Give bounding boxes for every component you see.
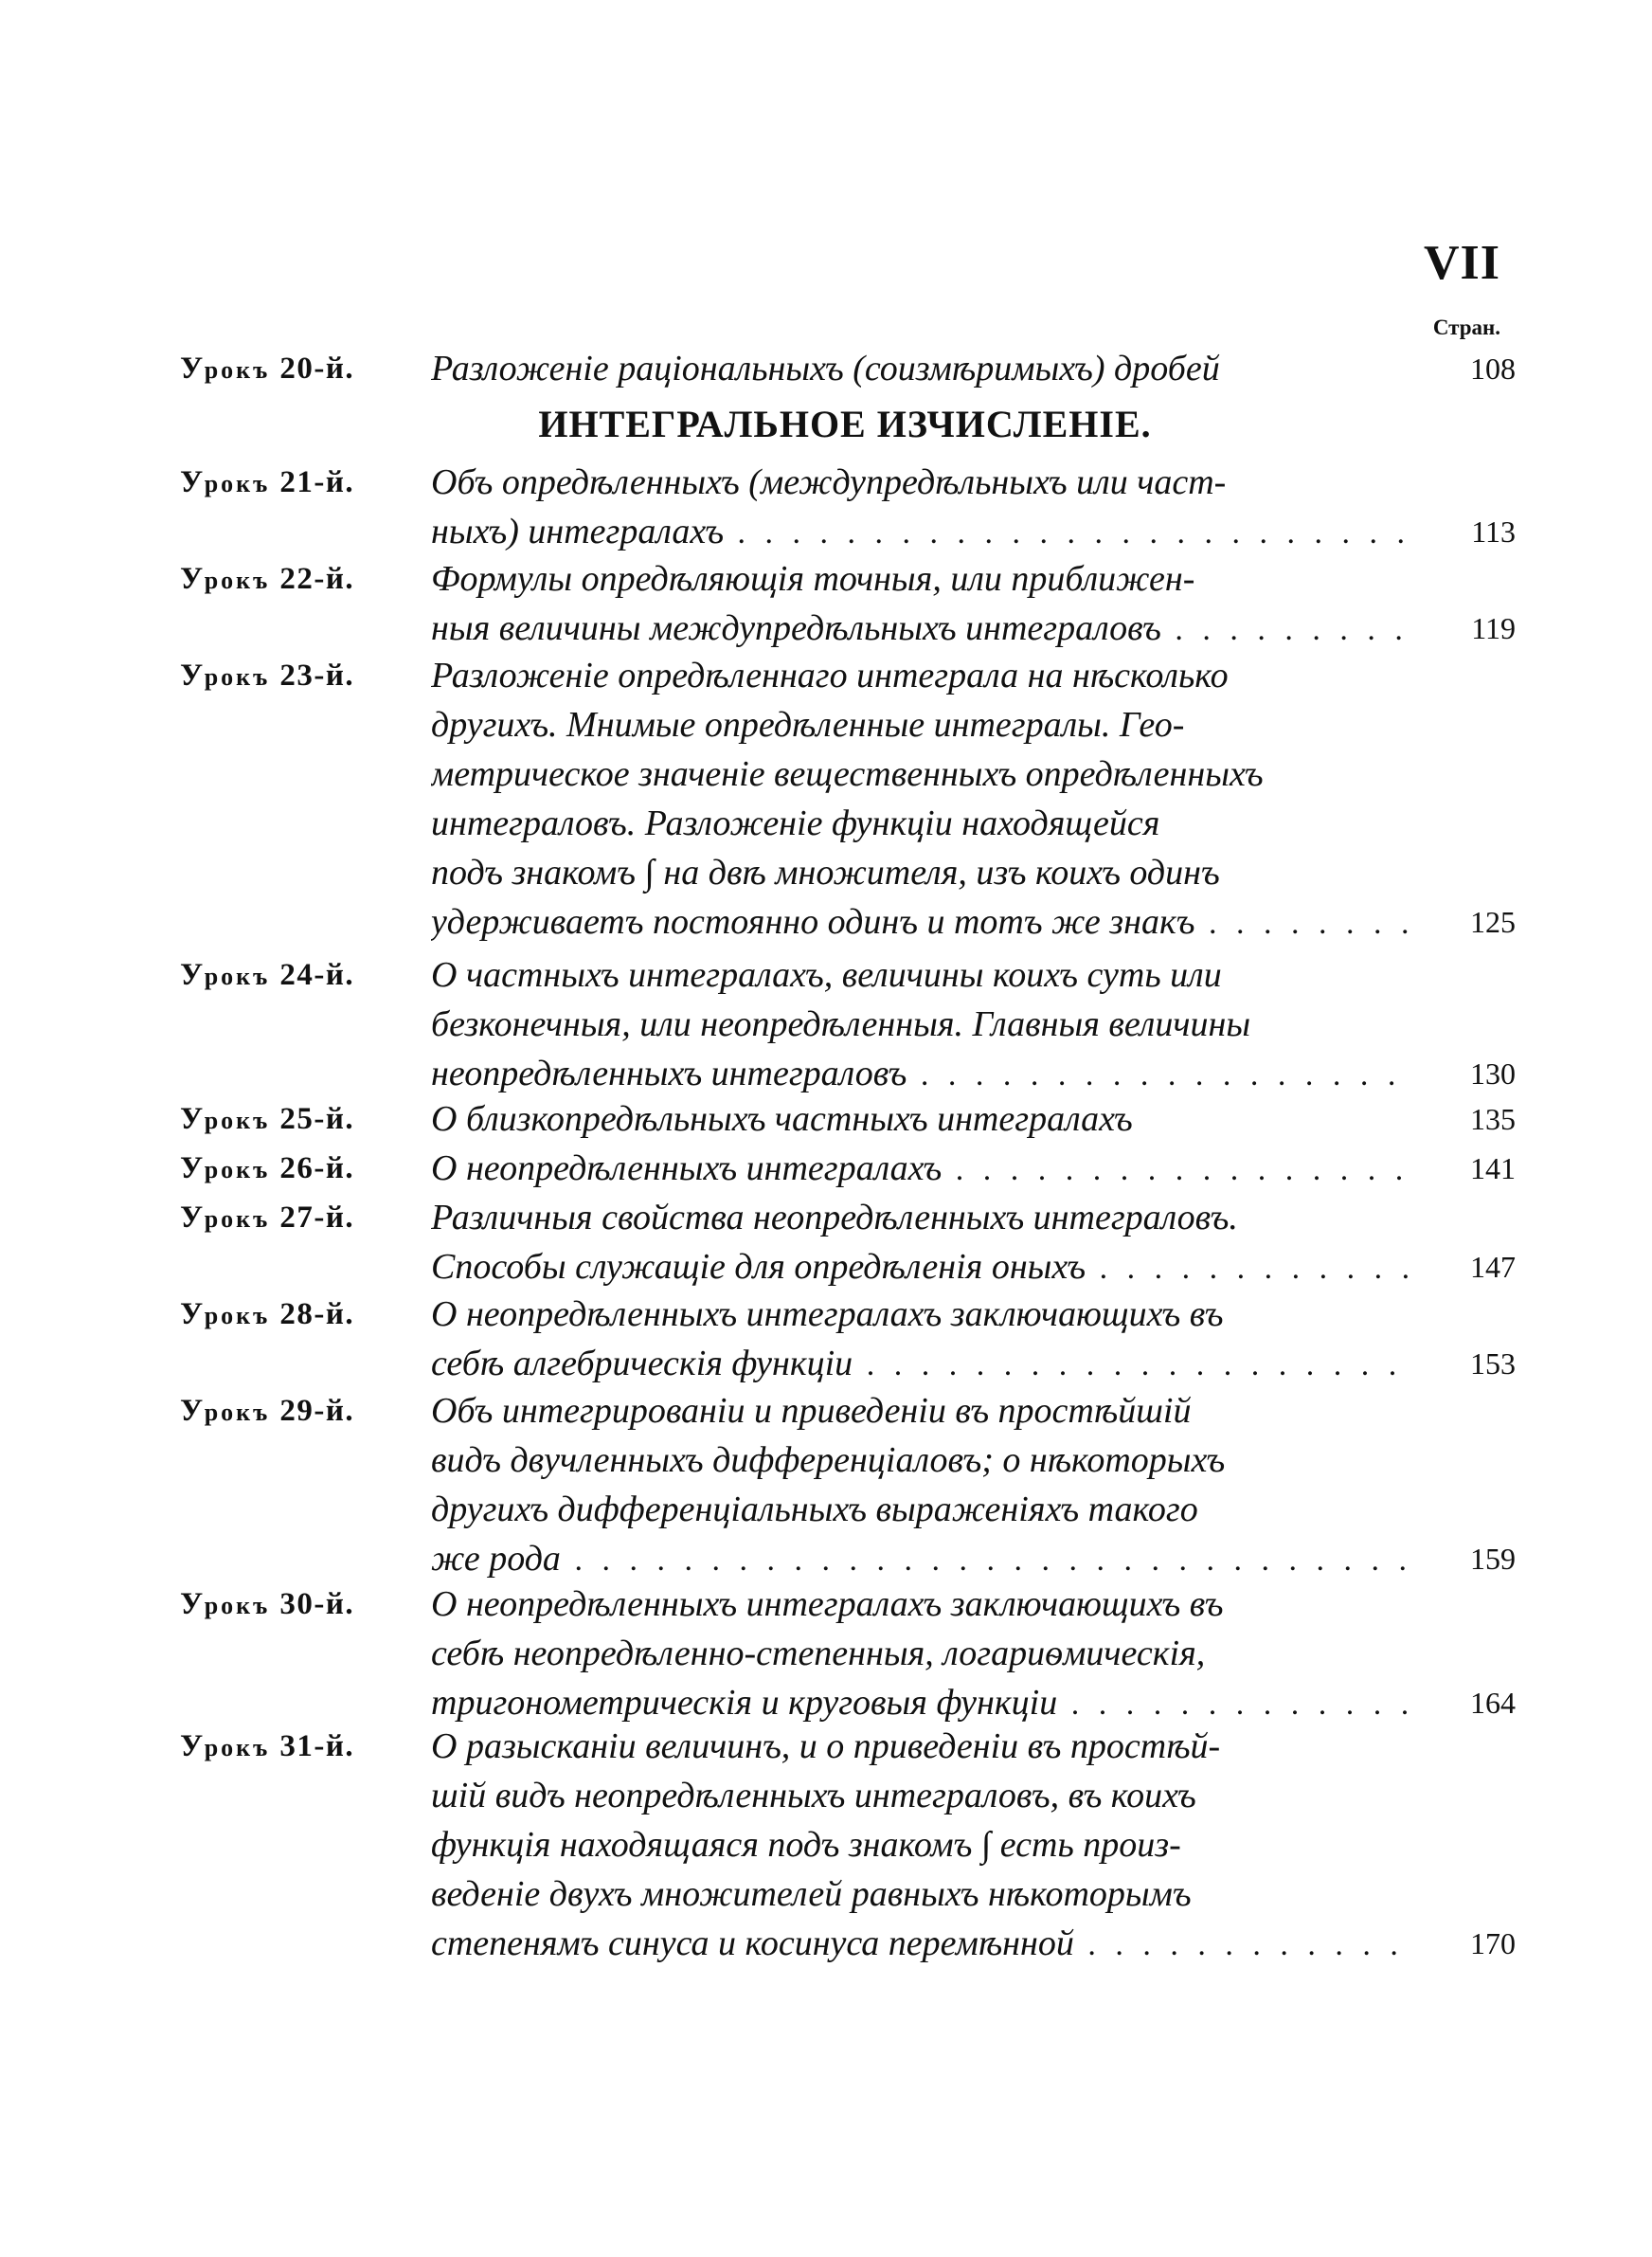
lesson-number: 27-й. [279,1201,355,1235]
entry-title-line: О близкопредѣльныхъ частныхъ интегралахъ [431,1099,1133,1139]
lesson-word-initial: У [180,1729,205,1763]
entry-title-line: Различныя свойства неопредѣленныхъ интеграловъ. [431,1198,1238,1237]
lesson-label [180,344,426,395]
entry-page-number: 147 [1470,1250,1516,1284]
entry-page-number: 125 [1470,905,1516,939]
entry-page-number: 164 [1470,1686,1516,1720]
page-column-header: Стран. [1432,316,1500,339]
lesson-label [180,1193,426,1244]
lesson-word-initial: У [180,1151,205,1185]
entry-title-line: Формулы опредѣляющія точныя, или приближен- [431,559,1195,599]
lesson-label [180,458,426,509]
lesson-word-rest: рокъ [204,1399,271,1426]
entry-title-line: видъ двучленныхъ дифференціаловъ; о нѣкоторыхъ [431,1440,1226,1480]
lesson-word-initial: У [180,958,205,992]
entry-page-number: 130 [1470,1056,1516,1091]
lesson-word-rest: рокъ [204,1302,271,1329]
lesson-label [180,1094,426,1146]
entry-page-number: 108 [1470,352,1516,386]
lesson-number: 26-й. [279,1151,355,1185]
lesson-label [180,1722,426,1773]
lesson-word-rest: рокъ [204,1205,271,1233]
entry-title-line: О частныхъ интегралахъ, величины коихъ суть или [431,955,1222,995]
lesson-number: 31-й. [279,1729,355,1763]
entry-page-number: 135 [1470,1102,1516,1136]
lesson-label [180,1290,426,1341]
lesson-word-rest: рокъ [204,1107,271,1134]
entry-title-line: Способы служащіе для опредѣленія оныхъ . . . [431,1242,1411,1293]
lesson-number: 24-й. [279,958,355,992]
entry-title-line: веденіе двухъ множителей равныхъ нѣкоторымъ [431,1874,1192,1914]
entry-title-line: О разысканіи величинъ, и о приведеніи въ простѣй- [431,1726,1221,1766]
entry-title-line: другихъ. Мнимые опредѣленные интегралы. Гео- [431,705,1185,745]
lesson-word-initial: У [180,465,205,499]
entry-title-line: Объ интегрированіи и приведеніи въ простѣйшій [431,1391,1192,1431]
lesson-number: 30-й. [279,1587,355,1621]
entry-page-number: 113 [1471,515,1516,549]
page-number: VII [1423,236,1500,290]
entry-title-line: Разложеніе опредѣленнаго интеграла на нѣсколько [431,656,1229,695]
lesson-word-initial: У [180,1297,205,1331]
lesson-word-initial: У [180,1102,205,1136]
lesson-label [180,950,426,1002]
entry-title-line: другихъ дифференціальныхъ выраженіяхъ такого [431,1490,1198,1529]
lesson-label [180,1386,426,1437]
entry-title-line: функція находящаяся подъ знакомъ ∫ есть произ- [431,1825,1181,1865]
lesson-word-initial: У [180,1587,205,1621]
entry-title-line: Разложеніе раціональныхъ (соизмѣримыхъ) дробей [431,349,1220,388]
entry-page-number: 141 [1470,1151,1516,1185]
entry-title-line: шій видъ неопредѣленныхъ интеграловъ, въ коихъ [431,1776,1196,1815]
entry-title-line: О неопредѣленныхъ интегралахъ заключающихъ въ [431,1584,1224,1624]
entry-title-line: О неопредѣленныхъ интегралахъ заключающихъ въ [431,1294,1224,1334]
lesson-word-rest: рокъ [204,470,271,497]
lesson-word-rest: рокъ [204,356,271,384]
entry-title-line: удерживаетъ постоянно одинъ и тотъ же знакъ . . . [431,897,1411,948]
lesson-word-rest: рокъ [204,1156,271,1183]
entry-title-line: Объ опредѣленныхъ (междупредѣльныхъ или част- [431,462,1227,502]
entry-title-line: интеграловъ. Разложеніе функціи находящейся [431,803,1160,843]
entry-title-line: метрическое значеніе вещественныхъ опредѣленныхъ [431,754,1264,794]
lesson-label [180,1144,426,1195]
entry-title-line: безконечныя, или неопредѣленныя. Главныя величины [431,1004,1251,1044]
lesson-label [180,554,426,605]
lesson-label [180,651,426,702]
lesson-number: 23-й. [279,659,355,693]
entry-title-line: тригонометрическія и круговыя функціи . . . [431,1678,1411,1729]
lesson-word-initial: У [180,1394,205,1428]
entry-title-line: себѣ алгебрическія функціи . . . [431,1339,1411,1390]
entry-title-line: О неопредѣленныхъ интегралахъ . . . [431,1144,1411,1195]
lesson-word-initial: У [180,562,205,596]
lesson-number: 20-й. [279,352,355,386]
entry-title-line: же рода . . . [431,1534,1411,1585]
lesson-number: 25-й. [279,1102,355,1136]
lesson-word-rest: рокъ [204,567,271,594]
entry-title-line: подъ знакомъ ∫ на двѣ множителя, изъ коихъ одинъ [431,853,1220,893]
section-heading: ИНТЕГРАЛЬНОЕ ИЗЧИСЛЕНІЕ. [538,403,1152,445]
entry-title-line: себѣ неопредѣленно-степенныя, логариѳмическія, [431,1634,1206,1673]
lesson-word-rest: рокъ [204,1592,271,1619]
lesson-number: 29-й. [279,1394,355,1428]
entry-page-number: 153 [1470,1346,1516,1381]
lesson-label [180,1580,426,1631]
lesson-number: 28-й. [279,1297,355,1331]
entry-title-line: неопредѣленныхъ интеграловъ . . . [431,1049,1411,1100]
entry-page-number: 159 [1470,1542,1516,1576]
lesson-number: 22-й. [279,562,355,596]
lesson-word-initial: У [180,659,205,693]
lesson-number: 21-й. [279,465,355,499]
entry-title-line: ныя величины междупредѣльныхъ интеграловъ . . . [431,604,1411,655]
lesson-word-initial: У [180,352,205,386]
entry-page-number: 170 [1470,1926,1516,1960]
entry-title-line: ныхъ) интегралахъ . . . [431,507,1411,558]
lesson-word-rest: рокъ [204,963,271,990]
entry-title-line: степенямъ синуса и косинуса перемѣнной . . . [431,1919,1411,1970]
entry-page-number: 119 [1471,611,1516,645]
lesson-word-rest: рокъ [204,1734,271,1761]
lesson-word-initial: У [180,1201,205,1235]
lesson-word-rest: рокъ [204,663,271,691]
